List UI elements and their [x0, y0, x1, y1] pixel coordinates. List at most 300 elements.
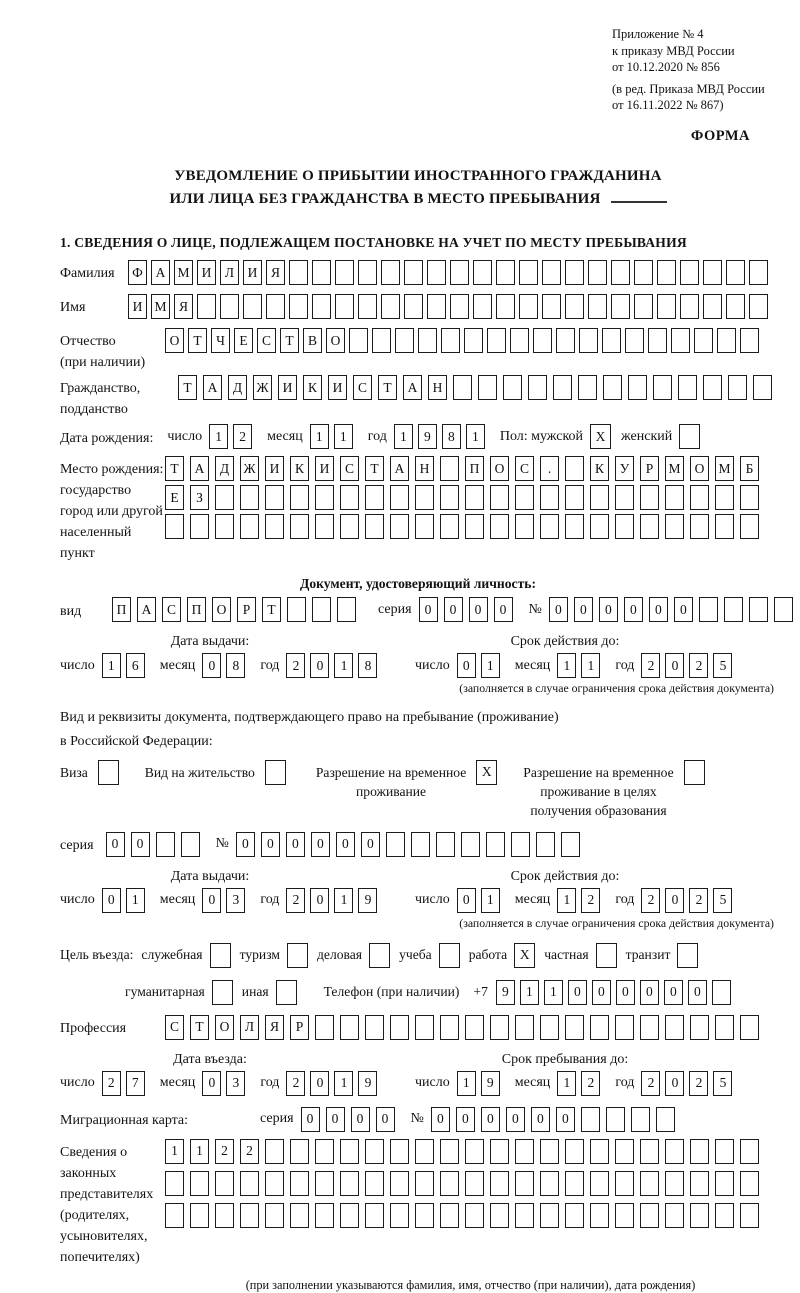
char-cell[interactable]	[631, 1107, 650, 1132]
purpose-option-checkbox[interactable]: X	[514, 943, 535, 968]
char-cell[interactable]: С	[353, 375, 372, 400]
char-cell[interactable]	[515, 1015, 534, 1040]
purpose-option-checkbox[interactable]	[210, 943, 231, 968]
char-cell[interactable]: 1	[544, 980, 563, 1005]
char-cell[interactable]	[728, 375, 747, 400]
char-cell[interactable]	[496, 294, 515, 319]
char-cell[interactable]: 1	[209, 424, 228, 449]
char-cell[interactable]	[699, 597, 718, 622]
char-cell[interactable]: 0	[574, 597, 593, 622]
char-cell[interactable]	[606, 1107, 625, 1132]
char-cell[interactable]: 0	[310, 653, 329, 678]
char-cell[interactable]	[715, 1171, 734, 1196]
char-cell[interactable]: 2	[689, 888, 708, 913]
char-cell[interactable]	[312, 597, 331, 622]
char-cell[interactable]: 1	[394, 424, 413, 449]
char-cell[interactable]	[265, 514, 284, 539]
char-cell[interactable]: 0	[599, 597, 618, 622]
char-cell[interactable]	[653, 375, 672, 400]
char-cell[interactable]: 0	[376, 1107, 395, 1132]
char-cell[interactable]: 7	[126, 1071, 145, 1096]
char-cell[interactable]	[337, 597, 356, 622]
char-cell[interactable]: А	[390, 456, 409, 481]
char-cell[interactable]: Е	[165, 485, 184, 510]
checkbox-cell[interactable]	[679, 424, 700, 449]
char-cell[interactable]	[703, 294, 722, 319]
char-cell[interactable]: Т	[365, 456, 384, 481]
char-cell[interactable]	[335, 294, 354, 319]
char-cell[interactable]	[565, 294, 584, 319]
char-cell[interactable]: 1	[310, 424, 329, 449]
char-cell[interactable]: О	[490, 456, 509, 481]
char-cell[interactable]	[565, 1139, 584, 1164]
char-cell[interactable]	[265, 485, 284, 510]
char-cell[interactable]	[515, 485, 534, 510]
char-cell[interactable]	[515, 1203, 534, 1228]
char-cell[interactable]	[265, 1203, 284, 1228]
char-cell[interactable]	[490, 485, 509, 510]
char-cell[interactable]	[680, 260, 699, 285]
char-cell[interactable]	[565, 1015, 584, 1040]
char-cell[interactable]	[690, 1139, 709, 1164]
char-cell[interactable]	[473, 260, 492, 285]
char-cell[interactable]	[671, 328, 690, 353]
char-cell[interactable]	[440, 1139, 459, 1164]
char-cell[interactable]	[665, 1203, 684, 1228]
char-cell[interactable]	[640, 1203, 659, 1228]
char-cell[interactable]: 1	[190, 1139, 209, 1164]
char-cell[interactable]	[640, 485, 659, 510]
char-cell[interactable]: 2	[641, 1071, 660, 1096]
char-cell[interactable]	[665, 1015, 684, 1040]
char-cell[interactable]: К	[303, 375, 322, 400]
char-cell[interactable]: 2	[641, 888, 660, 913]
char-cell[interactable]	[533, 328, 552, 353]
char-cell[interactable]	[287, 597, 306, 622]
purpose-option-checkbox[interactable]	[439, 943, 460, 968]
char-cell[interactable]: 9	[358, 1071, 377, 1096]
char-cell[interactable]	[290, 1171, 309, 1196]
char-cell[interactable]	[694, 328, 713, 353]
char-cell[interactable]	[165, 1203, 184, 1228]
char-cell[interactable]: Я	[174, 294, 193, 319]
char-cell[interactable]	[381, 294, 400, 319]
char-cell[interactable]: Р	[237, 597, 256, 622]
char-cell[interactable]: 1	[334, 888, 353, 913]
char-cell[interactable]: 0	[616, 980, 635, 1005]
char-cell[interactable]	[473, 294, 492, 319]
char-cell[interactable]	[590, 485, 609, 510]
char-cell[interactable]: 0	[640, 980, 659, 1005]
char-cell[interactable]: М	[665, 456, 684, 481]
char-cell[interactable]: 2	[581, 1071, 600, 1096]
char-cell[interactable]: 9	[496, 980, 515, 1005]
char-cell[interactable]	[703, 260, 722, 285]
char-cell[interactable]	[312, 260, 331, 285]
char-cell[interactable]: 0	[444, 597, 463, 622]
char-cell[interactable]: И	[243, 260, 262, 285]
char-cell[interactable]: 1	[581, 653, 600, 678]
char-cell[interactable]: 3	[226, 888, 245, 913]
char-cell[interactable]: Ч	[211, 328, 230, 353]
char-cell[interactable]	[415, 1139, 434, 1164]
char-cell[interactable]: Р	[290, 1015, 309, 1040]
char-cell[interactable]	[540, 514, 559, 539]
char-cell[interactable]	[290, 485, 309, 510]
char-cell[interactable]: С	[340, 456, 359, 481]
char-cell[interactable]: У	[615, 456, 634, 481]
char-cell[interactable]	[615, 514, 634, 539]
checkbox-cell[interactable]	[684, 760, 705, 785]
char-cell[interactable]: Л	[240, 1015, 259, 1040]
char-cell[interactable]	[290, 1203, 309, 1228]
char-cell[interactable]	[190, 1171, 209, 1196]
char-cell[interactable]	[440, 1203, 459, 1228]
char-cell[interactable]: 2	[215, 1139, 234, 1164]
char-cell[interactable]	[528, 375, 547, 400]
char-cell[interactable]	[290, 514, 309, 539]
char-cell[interactable]	[503, 375, 522, 400]
char-cell[interactable]: 9	[481, 1071, 500, 1096]
char-cell[interactable]	[680, 294, 699, 319]
purpose-option-checkbox[interactable]	[276, 980, 297, 1005]
char-cell[interactable]	[312, 294, 331, 319]
char-cell[interactable]: 0	[481, 1107, 500, 1132]
char-cell[interactable]: 0	[131, 832, 150, 857]
char-cell[interactable]	[243, 294, 262, 319]
char-cell[interactable]	[340, 1203, 359, 1228]
char-cell[interactable]: Б	[740, 456, 759, 481]
char-cell[interactable]	[427, 260, 446, 285]
char-cell[interactable]	[665, 1171, 684, 1196]
char-cell[interactable]	[386, 832, 405, 857]
char-cell[interactable]: 2	[641, 653, 660, 678]
char-cell[interactable]	[487, 328, 506, 353]
char-cell[interactable]	[490, 1015, 509, 1040]
char-cell[interactable]: 2	[286, 1071, 305, 1096]
char-cell[interactable]: Д	[228, 375, 247, 400]
char-cell[interactable]: О	[690, 456, 709, 481]
char-cell[interactable]: Ж	[240, 456, 259, 481]
char-cell[interactable]	[340, 1171, 359, 1196]
char-cell[interactable]	[749, 294, 768, 319]
char-cell[interactable]	[749, 260, 768, 285]
char-cell[interactable]: 0	[419, 597, 438, 622]
char-cell[interactable]	[690, 485, 709, 510]
char-cell[interactable]: 1	[557, 1071, 576, 1096]
char-cell[interactable]	[358, 260, 377, 285]
char-cell[interactable]	[678, 375, 697, 400]
char-cell[interactable]	[740, 485, 759, 510]
char-cell[interactable]: И	[278, 375, 297, 400]
purpose-option-checkbox[interactable]	[369, 943, 390, 968]
char-cell[interactable]	[165, 1171, 184, 1196]
char-cell[interactable]	[358, 294, 377, 319]
char-cell[interactable]: Е	[234, 328, 253, 353]
char-cell[interactable]: 1	[481, 888, 500, 913]
char-cell[interactable]: 1	[102, 653, 121, 678]
char-cell[interactable]	[740, 1015, 759, 1040]
char-cell[interactable]: 0	[202, 888, 221, 913]
char-cell[interactable]	[634, 294, 653, 319]
char-cell[interactable]	[265, 1171, 284, 1196]
char-cell[interactable]	[640, 1015, 659, 1040]
char-cell[interactable]	[603, 375, 622, 400]
char-cell[interactable]: 0	[326, 1107, 345, 1132]
char-cell[interactable]: 0	[202, 1071, 221, 1096]
char-cell[interactable]: 0	[665, 888, 684, 913]
char-cell[interactable]: 8	[358, 653, 377, 678]
char-cell[interactable]: С	[257, 328, 276, 353]
char-cell[interactable]	[465, 1203, 484, 1228]
char-cell[interactable]	[289, 294, 308, 319]
char-cell[interactable]: 0	[592, 980, 611, 1005]
char-cell[interactable]	[340, 514, 359, 539]
char-cell[interactable]: 5	[713, 1071, 732, 1096]
char-cell[interactable]	[365, 1015, 384, 1040]
char-cell[interactable]: М	[715, 456, 734, 481]
char-cell[interactable]	[266, 294, 285, 319]
char-cell[interactable]	[372, 328, 391, 353]
char-cell[interactable]: Ж	[253, 375, 272, 400]
char-cell[interactable]	[565, 260, 584, 285]
char-cell[interactable]	[490, 514, 509, 539]
char-cell[interactable]	[774, 597, 793, 622]
char-cell[interactable]	[634, 260, 653, 285]
char-cell[interactable]: 5	[713, 888, 732, 913]
char-cell[interactable]: Л	[220, 260, 239, 285]
char-cell[interactable]	[415, 1015, 434, 1040]
char-cell[interactable]: Н	[428, 375, 447, 400]
char-cell[interactable]	[740, 1171, 759, 1196]
char-cell[interactable]: 1	[165, 1139, 184, 1164]
char-cell[interactable]	[515, 1139, 534, 1164]
char-cell[interactable]	[665, 514, 684, 539]
char-cell[interactable]: Н	[415, 456, 434, 481]
char-cell[interactable]: 0	[261, 832, 280, 857]
char-cell[interactable]: Т	[190, 1015, 209, 1040]
char-cell[interactable]	[590, 1139, 609, 1164]
char-cell[interactable]	[665, 1139, 684, 1164]
char-cell[interactable]: 3	[226, 1071, 245, 1096]
char-cell[interactable]	[197, 294, 216, 319]
char-cell[interactable]: С	[515, 456, 534, 481]
char-cell[interactable]: 0	[494, 597, 513, 622]
char-cell[interactable]	[556, 328, 575, 353]
char-cell[interactable]	[440, 456, 459, 481]
char-cell[interactable]	[465, 1139, 484, 1164]
char-cell[interactable]	[540, 1171, 559, 1196]
purpose-option-checkbox[interactable]	[596, 943, 617, 968]
char-cell[interactable]: М	[151, 294, 170, 319]
char-cell[interactable]: 0	[674, 597, 693, 622]
char-cell[interactable]	[215, 485, 234, 510]
char-cell[interactable]	[715, 1139, 734, 1164]
char-cell[interactable]: В	[303, 328, 322, 353]
char-cell[interactable]	[511, 832, 530, 857]
char-cell[interactable]	[404, 260, 423, 285]
char-cell[interactable]: Т	[262, 597, 281, 622]
char-cell[interactable]	[415, 514, 434, 539]
char-cell[interactable]	[656, 1107, 675, 1132]
char-cell[interactable]	[749, 597, 768, 622]
char-cell[interactable]: 0	[469, 597, 488, 622]
char-cell[interactable]	[415, 485, 434, 510]
char-cell[interactable]: Т	[280, 328, 299, 353]
char-cell[interactable]	[540, 485, 559, 510]
char-cell[interactable]	[440, 485, 459, 510]
char-cell[interactable]: З	[190, 485, 209, 510]
char-cell[interactable]: 2	[286, 653, 305, 678]
char-cell[interactable]	[440, 1015, 459, 1040]
char-cell[interactable]	[510, 328, 529, 353]
char-cell[interactable]	[215, 1203, 234, 1228]
char-cell[interactable]: Т	[378, 375, 397, 400]
char-cell[interactable]: 2	[689, 653, 708, 678]
char-cell[interactable]	[365, 514, 384, 539]
char-cell[interactable]	[315, 1015, 334, 1040]
char-cell[interactable]	[390, 1139, 409, 1164]
char-cell[interactable]: Д	[215, 456, 234, 481]
char-cell[interactable]: 0	[202, 653, 221, 678]
char-cell[interactable]: 0	[361, 832, 380, 857]
char-cell[interactable]	[740, 328, 759, 353]
char-cell[interactable]	[515, 514, 534, 539]
char-cell[interactable]	[540, 1203, 559, 1228]
char-cell[interactable]: 8	[226, 653, 245, 678]
char-cell[interactable]	[289, 260, 308, 285]
char-cell[interactable]	[365, 1139, 384, 1164]
char-cell[interactable]	[640, 1171, 659, 1196]
purpose-option-checkbox[interactable]	[212, 980, 233, 1005]
char-cell[interactable]	[740, 514, 759, 539]
char-cell[interactable]	[450, 294, 469, 319]
char-cell[interactable]: С	[165, 1015, 184, 1040]
char-cell[interactable]: 0	[336, 832, 355, 857]
char-cell[interactable]: 0	[236, 832, 255, 857]
char-cell[interactable]	[390, 1015, 409, 1040]
char-cell[interactable]	[315, 1139, 334, 1164]
char-cell[interactable]: 9	[418, 424, 437, 449]
char-cell[interactable]	[340, 1139, 359, 1164]
char-cell[interactable]	[415, 1171, 434, 1196]
char-cell[interactable]	[465, 514, 484, 539]
char-cell[interactable]	[565, 1171, 584, 1196]
char-cell[interactable]	[657, 294, 676, 319]
char-cell[interactable]: О	[215, 1015, 234, 1040]
char-cell[interactable]	[240, 514, 259, 539]
char-cell[interactable]: П	[112, 597, 131, 622]
char-cell[interactable]: 0	[102, 888, 121, 913]
char-cell[interactable]	[690, 1171, 709, 1196]
char-cell[interactable]	[440, 1171, 459, 1196]
char-cell[interactable]: 0	[310, 888, 329, 913]
char-cell[interactable]: 1	[334, 1071, 353, 1096]
char-cell[interactable]: 0	[457, 653, 476, 678]
char-cell[interactable]: 1	[557, 653, 576, 678]
char-cell[interactable]	[240, 1171, 259, 1196]
char-cell[interactable]	[588, 260, 607, 285]
char-cell[interactable]	[542, 294, 561, 319]
char-cell[interactable]	[453, 375, 472, 400]
char-cell[interactable]	[411, 832, 430, 857]
purpose-option-checkbox[interactable]	[287, 943, 308, 968]
char-cell[interactable]: И	[128, 294, 147, 319]
char-cell[interactable]: П	[465, 456, 484, 481]
char-cell[interactable]	[640, 514, 659, 539]
char-cell[interactable]: 1	[466, 424, 485, 449]
char-cell[interactable]	[490, 1203, 509, 1228]
char-cell[interactable]	[648, 328, 667, 353]
char-cell[interactable]	[715, 485, 734, 510]
char-cell[interactable]	[690, 514, 709, 539]
char-cell[interactable]	[579, 328, 598, 353]
char-cell[interactable]: Ф	[128, 260, 147, 285]
char-cell[interactable]: 0	[568, 980, 587, 1005]
char-cell[interactable]	[753, 375, 772, 400]
char-cell[interactable]: И	[328, 375, 347, 400]
char-cell[interactable]	[461, 832, 480, 857]
char-cell[interactable]	[665, 485, 684, 510]
purpose-option-checkbox[interactable]	[677, 943, 698, 968]
char-cell[interactable]: Т	[188, 328, 207, 353]
char-cell[interactable]	[465, 1015, 484, 1040]
char-cell[interactable]: 2	[240, 1139, 259, 1164]
char-cell[interactable]: 0	[286, 832, 305, 857]
checkbox-cell[interactable]: X	[476, 760, 497, 785]
char-cell[interactable]	[315, 1203, 334, 1228]
char-cell[interactable]	[611, 294, 630, 319]
char-cell[interactable]: 0	[431, 1107, 450, 1132]
char-cell[interactable]: 1	[520, 980, 539, 1005]
char-cell[interactable]	[590, 514, 609, 539]
checkbox-cell[interactable]	[265, 760, 286, 785]
char-cell[interactable]: 2	[581, 888, 600, 913]
char-cell[interactable]	[726, 294, 745, 319]
char-cell[interactable]	[726, 260, 745, 285]
char-cell[interactable]	[427, 294, 446, 319]
char-cell[interactable]	[625, 328, 644, 353]
char-cell[interactable]	[565, 514, 584, 539]
char-cell[interactable]	[340, 1015, 359, 1040]
char-cell[interactable]: 5	[713, 653, 732, 678]
char-cell[interactable]	[315, 1171, 334, 1196]
char-cell[interactable]	[715, 514, 734, 539]
char-cell[interactable]: И	[197, 260, 216, 285]
char-cell[interactable]	[542, 260, 561, 285]
char-cell[interactable]	[390, 1171, 409, 1196]
char-cell[interactable]: 1	[481, 653, 500, 678]
char-cell[interactable]: 0	[664, 980, 683, 1005]
char-cell[interactable]	[581, 1107, 600, 1132]
char-cell[interactable]	[440, 514, 459, 539]
char-cell[interactable]: 1	[334, 424, 353, 449]
char-cell[interactable]	[628, 375, 647, 400]
char-cell[interactable]	[465, 485, 484, 510]
char-cell[interactable]	[478, 375, 497, 400]
char-cell[interactable]: 0	[301, 1107, 320, 1132]
char-cell[interactable]	[335, 260, 354, 285]
char-cell[interactable]: 8	[442, 424, 461, 449]
char-cell[interactable]	[265, 1139, 284, 1164]
char-cell[interactable]	[390, 1203, 409, 1228]
char-cell[interactable]: А	[203, 375, 222, 400]
char-cell[interactable]	[611, 260, 630, 285]
char-cell[interactable]: 0	[624, 597, 643, 622]
char-cell[interactable]: 1	[334, 653, 353, 678]
char-cell[interactable]	[540, 1139, 559, 1164]
char-cell[interactable]	[590, 1203, 609, 1228]
